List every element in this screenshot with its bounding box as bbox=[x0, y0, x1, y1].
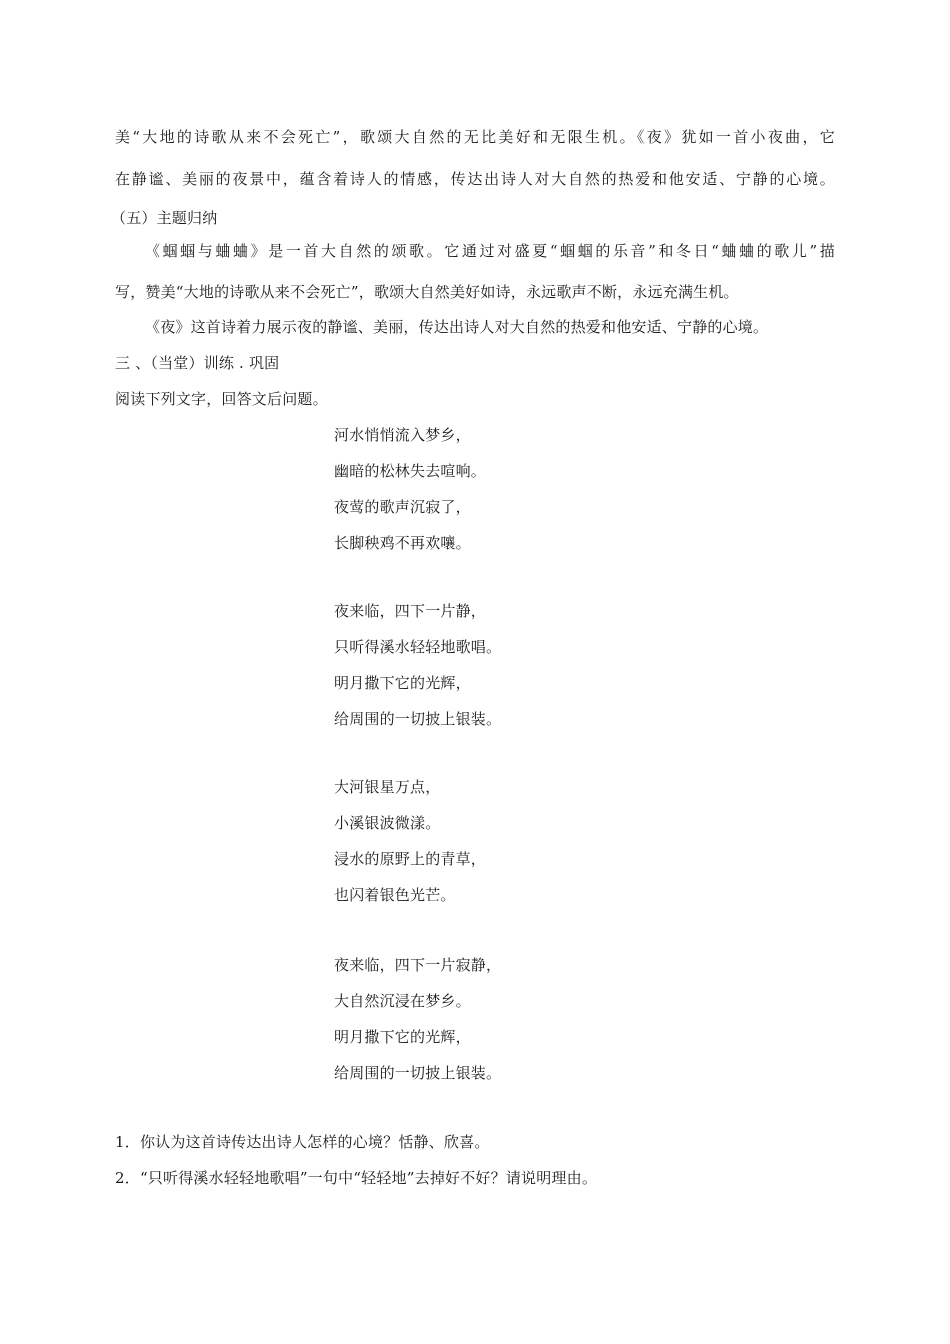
poem-line: 明月撒下它的光辉， bbox=[334, 674, 471, 692]
poem-line: 也闪着银色光芒。 bbox=[334, 886, 456, 904]
section-heading: 三 、（当堂）训练 . 巩固 bbox=[115, 354, 280, 372]
question-1: 1．你认为这首诗传达出诗人怎样的心境？恬静、欣喜。 bbox=[115, 1133, 490, 1151]
poem-line: 小溪银波微漾。 bbox=[334, 814, 441, 832]
section-heading: （五）主题归纳 bbox=[111, 209, 218, 227]
poem-line: 大自然沉浸在梦乡。 bbox=[334, 992, 471, 1010]
paragraph-line: 美“大地的诗歌从来不会死亡”，歌颂大自然的无比美好和无限生机。《夜》犹如一首小夜曲，它 bbox=[115, 128, 835, 146]
question-2: 2．“只听得溪水轻轻地歌唱”一句中“轻轻地”去掉好不好？请说明理由。 bbox=[115, 1169, 598, 1187]
paragraph-line: 《夜》这首诗着力展示夜的静谧、美丽，传达出诗人对大自然的热爱和他安适、宁静的心境。 bbox=[145, 318, 769, 336]
poem-line: 给周围的一切披上银装。 bbox=[334, 710, 502, 728]
poem-line: 河水悄悄流入梦乡， bbox=[334, 426, 471, 444]
instruction-text: 阅读下列文字，回答文后问题。 bbox=[115, 390, 328, 408]
paragraph-line: 写，赞美“大地的诗歌从来不会死亡”，歌颂大自然美好如诗，永远歌声不断，永远充满生机。 bbox=[115, 283, 739, 301]
poem-line: 只听得溪水轻轻地歌唱。 bbox=[334, 638, 502, 656]
poem-line: 明月撒下它的光辉， bbox=[334, 1028, 471, 1046]
poem-line: 长脚秧鸡不再欢嚷。 bbox=[334, 534, 471, 552]
poem-line: 夜莺的歌声沉寂了， bbox=[334, 498, 471, 516]
poem-line: 大河银星万点， bbox=[334, 778, 441, 796]
poem-line: 幽暗的松林失去喧响。 bbox=[334, 462, 487, 480]
poem-line: 夜来临，四下一片寂静， bbox=[334, 956, 502, 974]
paragraph-line: 《蝈蝈与蛐蛐》是一首大自然的颂歌。它通过对盛夏“蝈蝈的乐音”和冬日“蛐蛐的歌儿”描 bbox=[145, 242, 835, 260]
poem-line: 夜来临，四下一片静， bbox=[334, 602, 487, 620]
paragraph-line: 在静谧、美丽的夜景中，蕴含着诗人的情感，传达出诗人对大自然的热爱和他安适、宁静的心境。 bbox=[115, 170, 835, 188]
poem-line: 给周围的一切披上银装。 bbox=[334, 1064, 502, 1082]
poem-line: 浸水的原野上的青草， bbox=[334, 850, 487, 868]
